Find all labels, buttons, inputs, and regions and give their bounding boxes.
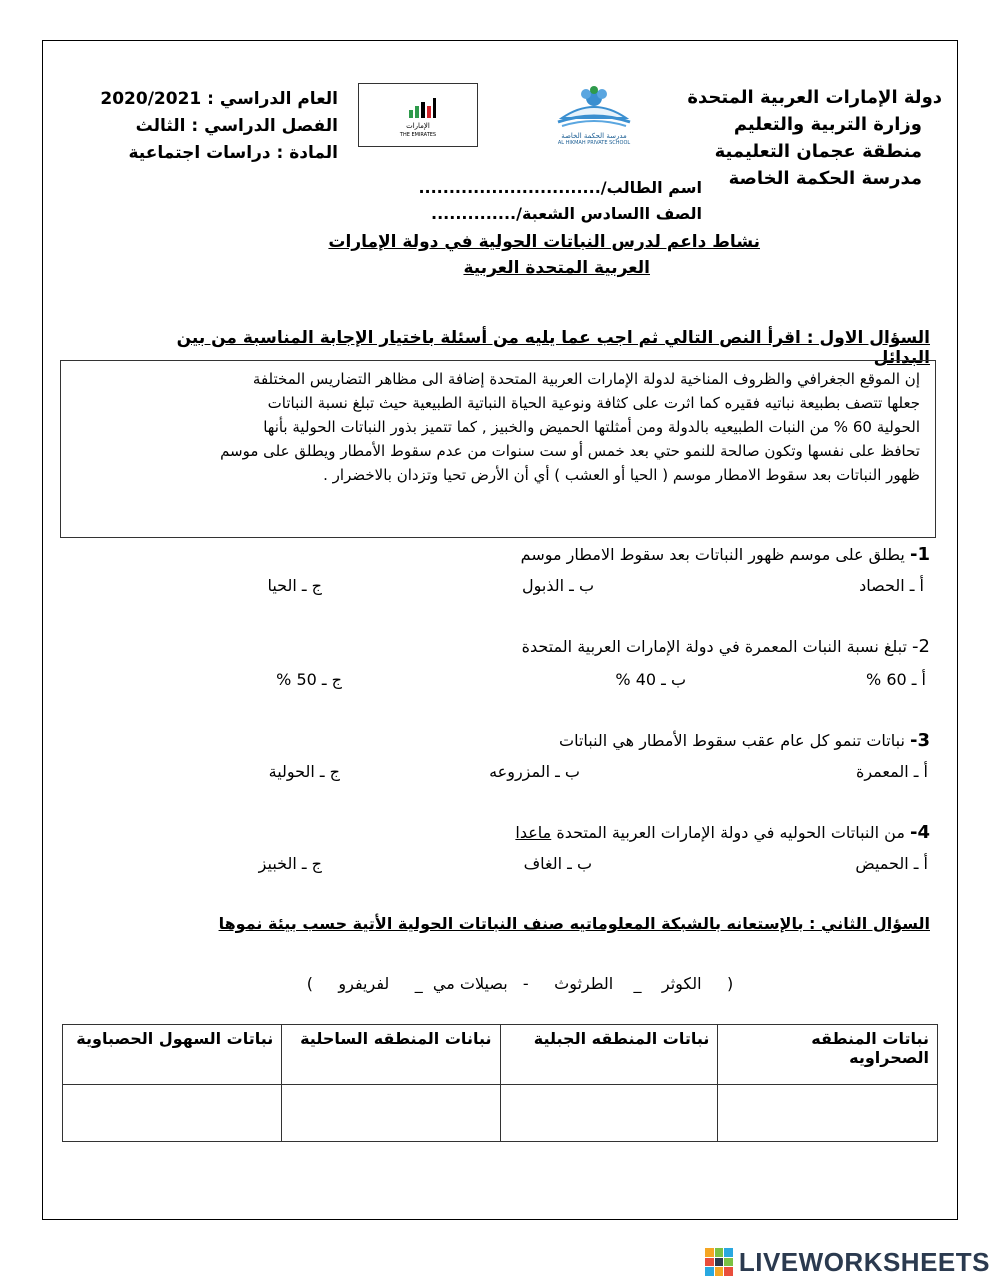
column-header-coastal: نبانات المنطقه الساحلية — [282, 1025, 500, 1085]
question-number: 4- — [909, 822, 930, 843]
question1-heading: السؤال الاول : اقرأ النص التالي ثم اجب عما يليه من أسئلة باختيار الإجابة المناسبة من بين البدائل — [176, 328, 930, 368]
question2-heading: السؤال الثاني : بالإستعانه بالشبكة المعلوماتيه صنف النباتات الحولية الأتية حسب بيئة نموها — [218, 914, 930, 933]
passage-line: الحولية 60 % من النبات الطبيعيه بالدولة ومن أمثلتها الحميض والخبيز , كما تتميز بذور النباتات الحولية بأنها — [263, 418, 920, 436]
liveworksheets-mark-icon — [705, 1248, 733, 1276]
passage-line: جعلها تتصف بطبيعة نباتيه فقيره كما اثرت على كثافة ونوعية الحياة النباتية الطبيعية حيث تبلغ نسبة النباتات — [267, 394, 920, 412]
option-b[interactable]: ب ـ الذبول — [522, 576, 594, 595]
uae-logo-box — [358, 83, 478, 147]
reading-passage-box — [60, 360, 936, 538]
activity-title-line2: العربية المتحدة العربية — [463, 258, 650, 278]
question-1-4 — [170, 822, 930, 843]
liveworksheets-brand: LIVEWORKSHEETS — [738, 1246, 990, 1277]
question-number: 1- — [909, 544, 930, 565]
activity-title-line1: نشاط داعم لدرس النباتات الحولية في دولة الإمارات — [328, 232, 760, 252]
option-a[interactable]: أ ـ المعمرة — [855, 762, 928, 781]
option-b[interactable]: ب ـ المزروعه — [489, 762, 580, 781]
answer-cell-desert[interactable] — [718, 1085, 938, 1142]
header-zone: منطقة عجمان التعليمية — [714, 141, 922, 162]
question-number: 2- — [912, 636, 930, 657]
question-text: نباتات تنمو كل عام عقب سقوط الأمطار هي النباتات — [559, 731, 905, 750]
option-b[interactable]: ب ـ 40 % — [615, 670, 686, 689]
uae-logo-en: THE EMIRATES — [399, 132, 437, 138]
header-ministry: وزارة التربية والتعليم — [733, 114, 922, 135]
header-school: مدرسة الحكمة الخاصة — [728, 168, 922, 189]
question-text: من النباتات الحوليه في دولة الإمارات العربية المتحدة — [556, 823, 905, 842]
option-c[interactable]: ج ـ الحولية — [268, 762, 340, 781]
option-c[interactable]: ج ـ 50 % — [276, 670, 342, 689]
reading-passage — [80, 367, 920, 487]
column-header-mountain: نباتات المنطقه الجبلية — [500, 1025, 718, 1085]
question-number: 3- — [909, 730, 930, 751]
passage-line: إن الموقع الجغرافي والظروف المناخية لدولة الإمارات العربية المتحدة إضافة الى مظاهر التضاريس المختلفة — [252, 370, 920, 388]
uae-emblem-icon — [407, 96, 437, 120]
table-header-row — [63, 1025, 938, 1085]
school-emblem-icon — [548, 84, 640, 128]
option-a[interactable]: أ ـ 60 % — [866, 670, 926, 689]
school-name-en: AL HIKMAH PRIVATE SCHOOL — [557, 140, 631, 146]
passage-line: ظهور النباتات بعد سقوط الامطار موسم ( الحيا أو العشب ) أي أن الأرض تحيا وتزدان بالاخضرار . — [323, 466, 920, 484]
option-c[interactable]: ج ـ الخبيز — [258, 854, 322, 873]
question-keyword: ماعدا — [515, 823, 552, 842]
classification-table — [62, 1024, 938, 1142]
plant-word-bank: ( الكوثر _ الطرثوث - بصيلات مي _ لفريفرو ) — [306, 974, 734, 993]
school-logo — [548, 84, 640, 150]
header-right — [642, 84, 942, 192]
question-text: تبلغ نسبة النبات المعمرة في دولة الإمارات العربية المتحدة — [521, 637, 907, 656]
answer-cell-coastal[interactable] — [282, 1085, 500, 1142]
answer-cell-gravel-plains[interactable] — [63, 1085, 282, 1142]
semester: الفصل الدراسي : الثالث — [135, 116, 338, 136]
option-b[interactable]: ب ـ الغاف — [523, 854, 592, 873]
answer-cell-mountain[interactable] — [500, 1085, 718, 1142]
table-answer-row — [63, 1085, 938, 1142]
question-text: يطلق على موسم ظهور النباتات بعد سقوط الامطار موسم — [520, 545, 905, 564]
academic-year: العام الدراسي : 2020/2021 — [100, 89, 338, 109]
class-section-line: الصف االسادس الشعبة/.............. — [431, 204, 702, 223]
uae-logo-ar: الإمارات — [406, 122, 430, 130]
column-header-desert: نباتات المنطقه الصحراويه — [718, 1025, 938, 1085]
question-1-3 — [170, 730, 930, 751]
option-a[interactable]: أ ـ الحصاد — [859, 576, 924, 595]
student-name-line: اسم الطالب/.............................. — [418, 178, 702, 197]
passage-line: تحافظ على نفسها وتكون صالحة للنمو حتي بعد خمس أو ست سنوات من عدم سقوط الأمطار ويطلق على موسم — [220, 442, 920, 460]
school-name-ar: مدرسة الحكمة الخاصة — [561, 132, 627, 140]
question-1-1 — [170, 544, 930, 565]
option-c[interactable]: ج ـ الحيا — [267, 576, 322, 595]
question-1-2 — [170, 636, 930, 657]
header-country: دولة الإمارات العربية المتحدة — [687, 87, 942, 108]
liveworksheets-logo — [705, 1244, 990, 1280]
header-left — [78, 86, 338, 167]
subject: المادة : دراسات اجتماعية — [128, 143, 338, 163]
column-header-gravel-plains: نباتات السهول الحصباوية — [63, 1025, 282, 1085]
option-a[interactable]: أ ـ الحميض — [855, 854, 928, 873]
